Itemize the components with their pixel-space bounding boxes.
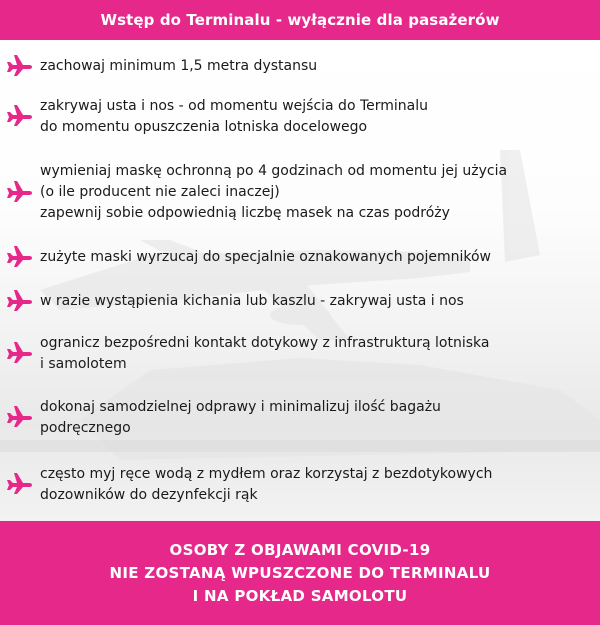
warning-line: NIE ZOSTANĄ WPUSZCZONE DO TERMINALU <box>109 563 491 582</box>
rules-list <box>0 40 600 521</box>
list-item <box>0 161 600 224</box>
list-item <box>0 397 600 439</box>
rule-text: zachowaj minimum 1,5 metra dystansu <box>40 58 318 74</box>
list-item <box>0 464 600 506</box>
airplane-icon <box>6 342 32 366</box>
list-item <box>0 56 600 77</box>
airplane-icon <box>6 246 32 270</box>
warning-line: I NA POKŁAD SAMOLOTU <box>192 586 408 605</box>
airplane-icon <box>6 181 32 205</box>
airplane-icon <box>6 55 32 79</box>
airplane-icon <box>6 406 32 430</box>
list-item <box>0 247 600 268</box>
list-item <box>0 291 600 312</box>
rule-text: w razie wystąpienia kichania lub kaszlu - zakrywaj usta i nos <box>40 293 464 309</box>
rule-text: wymieniaj maskę ochronną po 4 godzinach od momentu jej użycia (o ile producent nie zaleci inaczej) zapewnij sobie odpowiednią liczbę masek na czas podróży <box>40 163 508 221</box>
airplane-icon <box>6 105 32 129</box>
rule-text: ogranicz bezpośredni kontakt dotykowy z infrastrukturą lotniska i samolotem <box>40 335 490 372</box>
header-banner <box>0 0 600 40</box>
page-title: Wstęp do Terminalu - wyłącznie dla pasażerów <box>100 11 500 29</box>
list-item <box>0 333 600 375</box>
rule-text: zużyte maski wyrzucaj do specjalnie oznakowanych pojemników <box>40 249 492 265</box>
rule-text: zakrywaj usta i nos - od momentu wejścia do Terminalu do momentu opuszczenia lotniska docelowego <box>40 98 429 135</box>
warning-banner <box>0 521 600 625</box>
warning-line: OSOBY Z OBJAWAMI COVID-19 <box>169 540 431 559</box>
airplane-icon <box>6 290 32 314</box>
rule-text: dokonaj samodzielnej odprawy i minimalizuj ilość bagażu podręcznego <box>40 399 441 436</box>
airplane-icon <box>6 473 32 497</box>
rule-text: często myj ręce wodą z mydłem oraz korzystaj z bezdotykowych dozowników do dezynfekcji rąk <box>40 466 493 503</box>
list-item <box>0 96 600 138</box>
rules-panel <box>0 40 600 521</box>
